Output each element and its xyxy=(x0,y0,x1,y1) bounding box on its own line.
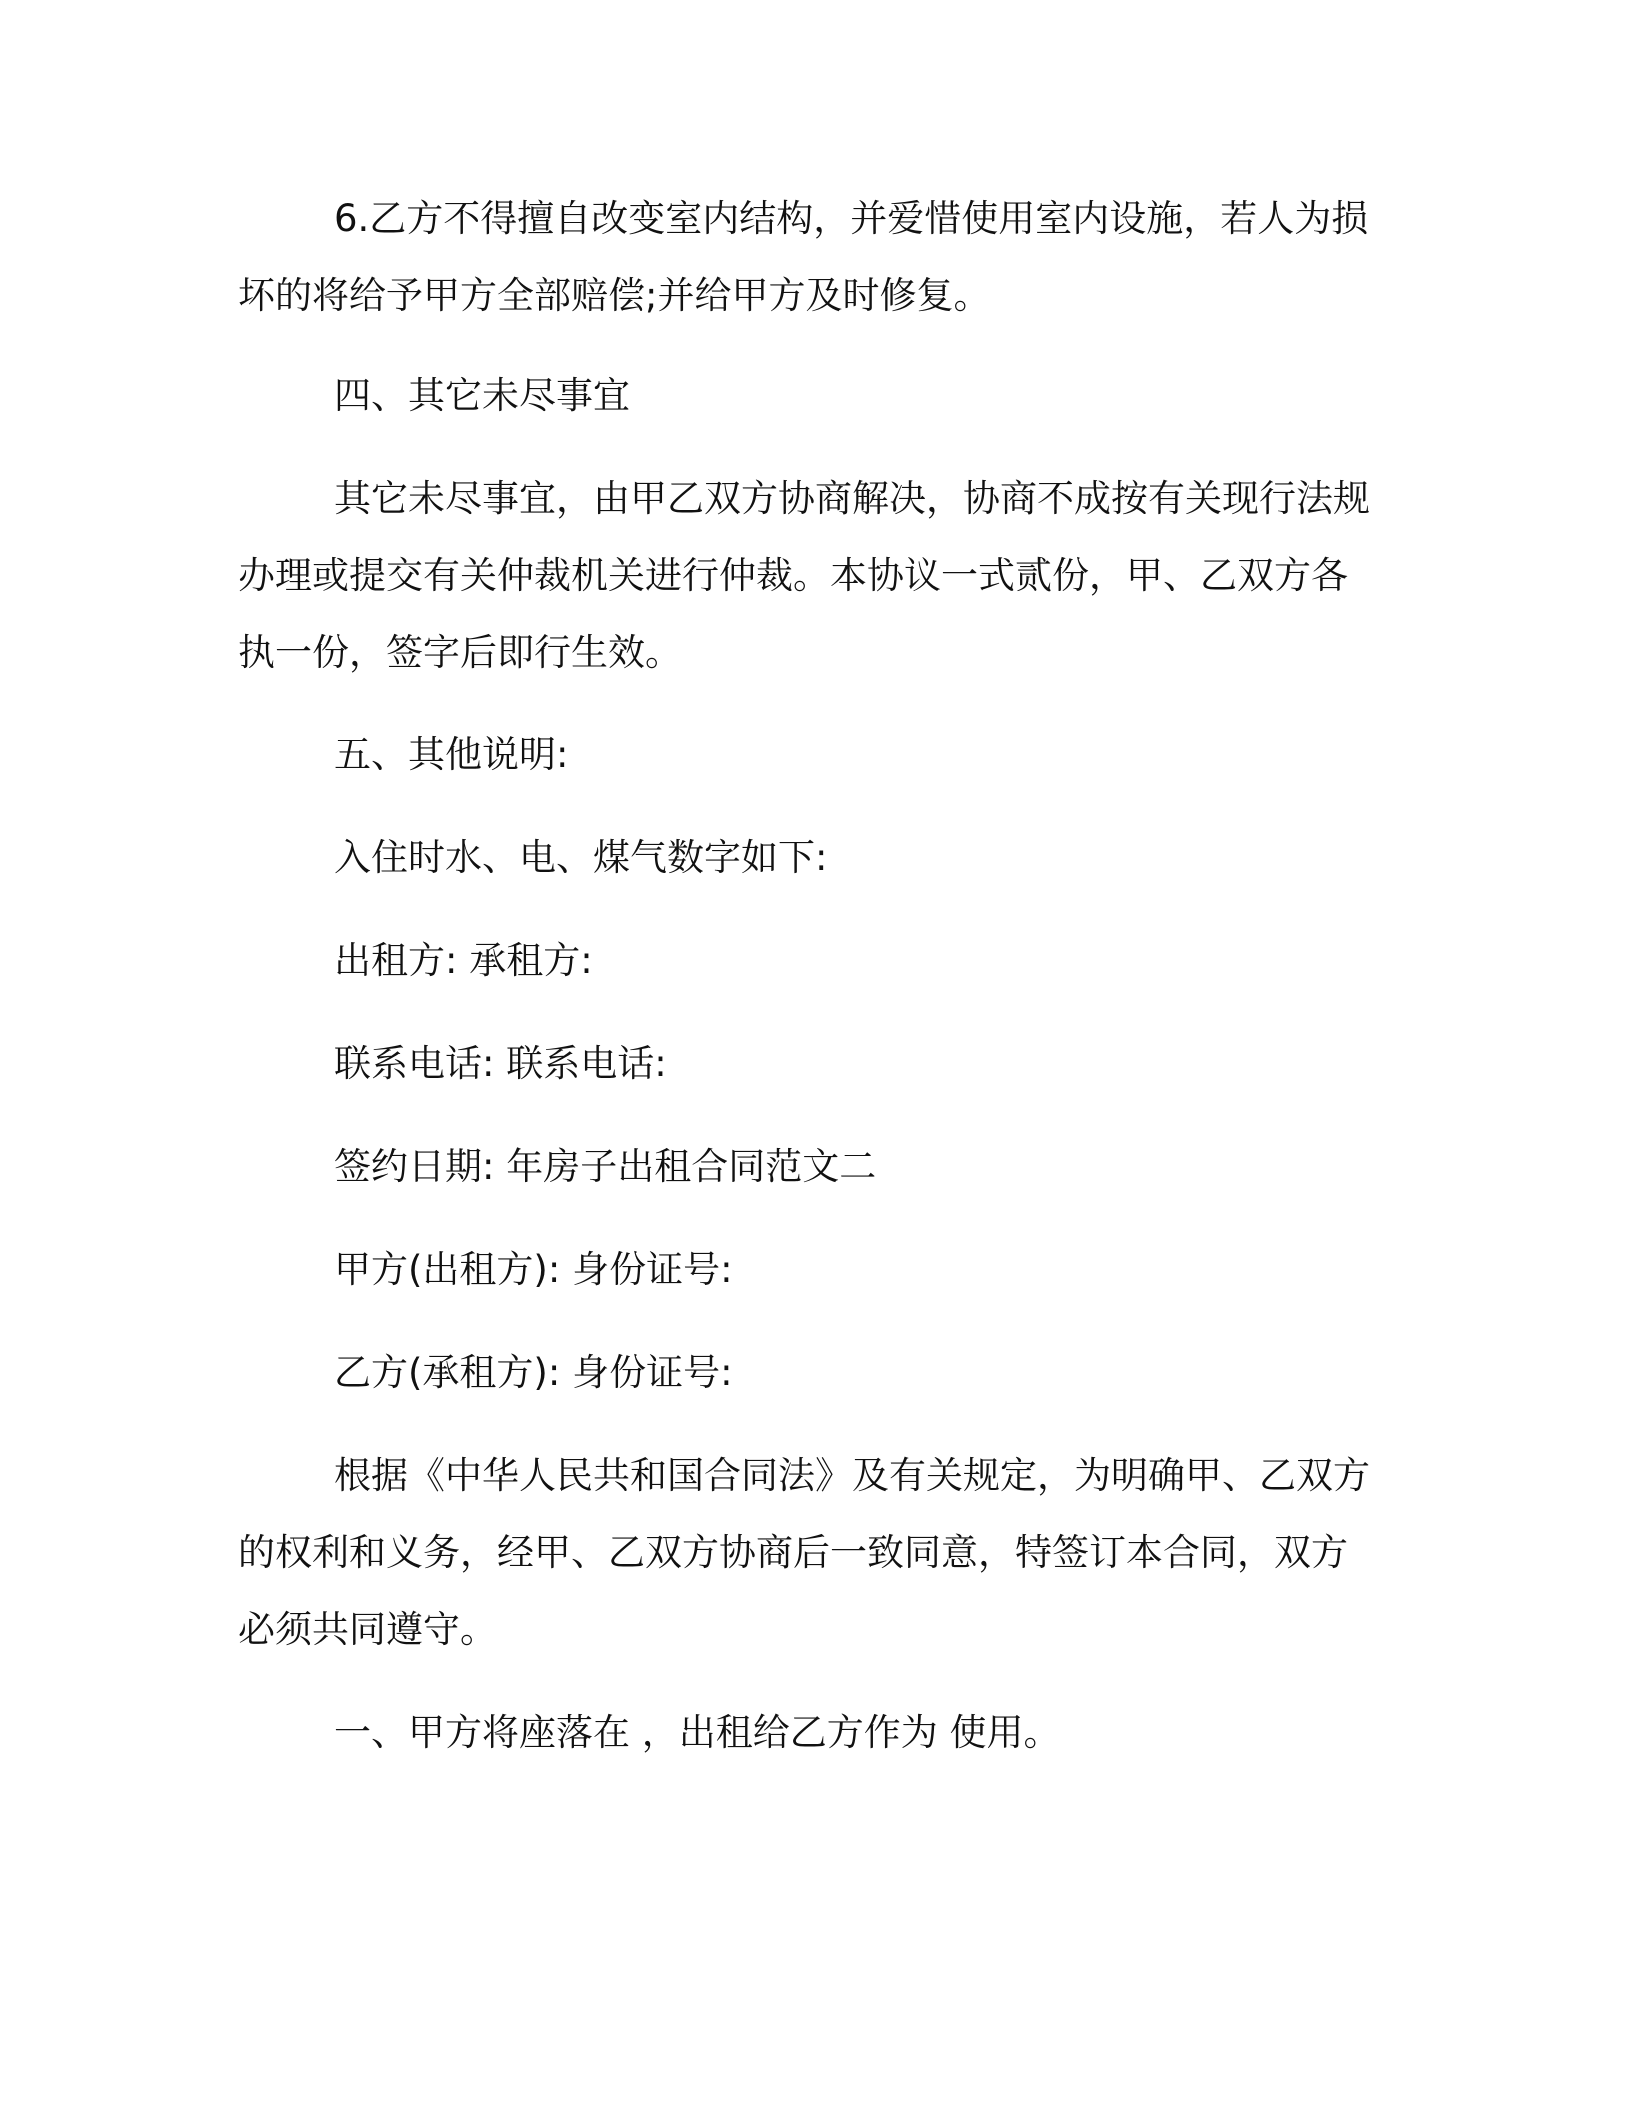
section-heading-other-matters: 四、其它未尽事宜 xyxy=(334,374,630,417)
paragraph-property-location: 一、甲方将座落在 ，出租给乙方作为 使用。 xyxy=(334,1711,1061,1754)
paragraph-other-matters: 其它未尽事宜，由甲乙双方协商解决，协商不成按有关现行法规办理或提交有关仲裁机关进行仲裁。本协议一式贰份，甲、乙双方各执一份，签字后即行生效。 xyxy=(238,477,1370,674)
paragraph-party-b-id: 乙方(承租方): 身份证号: xyxy=(334,1351,733,1394)
paragraph-party-a-id: 甲方(出租方): 身份证号: xyxy=(334,1248,733,1291)
paragraph-utility-readings: 入住时水、电、煤气数字如下: xyxy=(334,836,828,879)
paragraph-phone: 联系电话: 联系电话: xyxy=(334,1042,667,1085)
paragraph-parties: 出租方: 承租方: xyxy=(334,939,593,982)
section-heading-other-notes: 五、其他说明: xyxy=(334,733,569,776)
paragraph-contract-basis: 根据《中华人民共和国合同法》及有关规定，为明确甲、乙双方的权利和义务，经甲、乙双方协商后一致同意，特签订本合同，双方必须共同遵守。 xyxy=(238,1454,1370,1651)
paragraph-repair-clause: 6.乙方不得擅自改变室内结构，并爱惜使用室内设施，若人为损坏的将给予甲方全部赔偿;并给甲方及时修复。 xyxy=(238,197,1369,317)
paragraph-sign-date: 签约日期: 年房子出租合同范文二 xyxy=(334,1145,877,1188)
